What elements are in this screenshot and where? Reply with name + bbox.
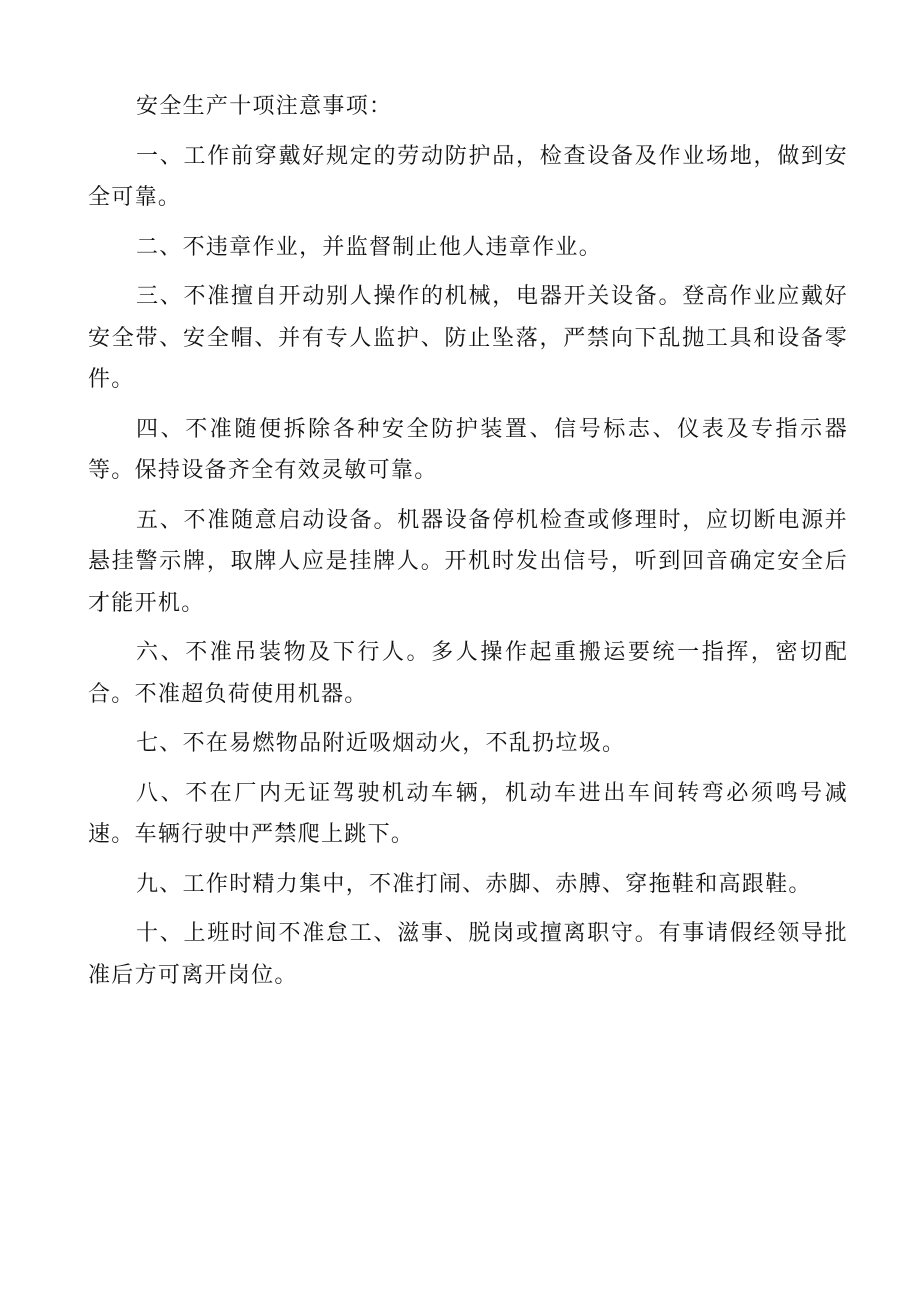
document-heading: 安全生产十项注意事项： (136, 94, 393, 119)
rule-item-7: 七、不在易燃物品附近吸烟动火，不乱扔垃圾。 (136, 731, 626, 756)
document-body (88, 86, 848, 1004)
rule-item-5: 五、不准随意启动设备。机器设备停机检查或修理时，应切断电源并悬挂警示牌，取牌人应是挂牌人。开机时发出信号，听到回音确定安全后才能开机。 (88, 507, 848, 616)
rule-item-1: 一、工作前穿戴好规定的劳动防护品，检查设备及作业场地，做到安全可靠。 (88, 143, 848, 210)
rule-item-4: 四、不准随便拆除各种安全防护装置、信号标志、仪表及专指示器等。保持设备齐全有效灵敏可靠。 (88, 416, 848, 483)
rule-item-2: 二、不违章作业，并监督制止他人违章作业。 (136, 234, 603, 260)
rule-item-6: 六、不准吊装物及下行人。多人操作起重搬运要统一指挥，密切配合。不准超负荷使用机器。 (88, 640, 848, 707)
rule-item-3: 三、不准擅自开动别人操作的机械，电器开关设备。登高作业应戴好安全带、安全帽、并有专人监护、防止坠落，严禁向下乱抛工具和设备零件。 (88, 284, 848, 392)
rule-item-10: 十、上班时间不准怠工、滋事、脱岗或擅离职守。有事请假经领导批准后方可离开岗位。 (88, 921, 848, 988)
rule-item-8: 八、不在厂内无证驾驶机动车辆，机动车进出车间转弯必须鸣号减速。车辆行驶中严禁爬上跳下。 (88, 780, 848, 847)
rule-item-9: 九、工作时精力集中，不准打闹、赤脚、赤膊、穿拖鞋和高跟鞋。 (136, 871, 812, 897)
